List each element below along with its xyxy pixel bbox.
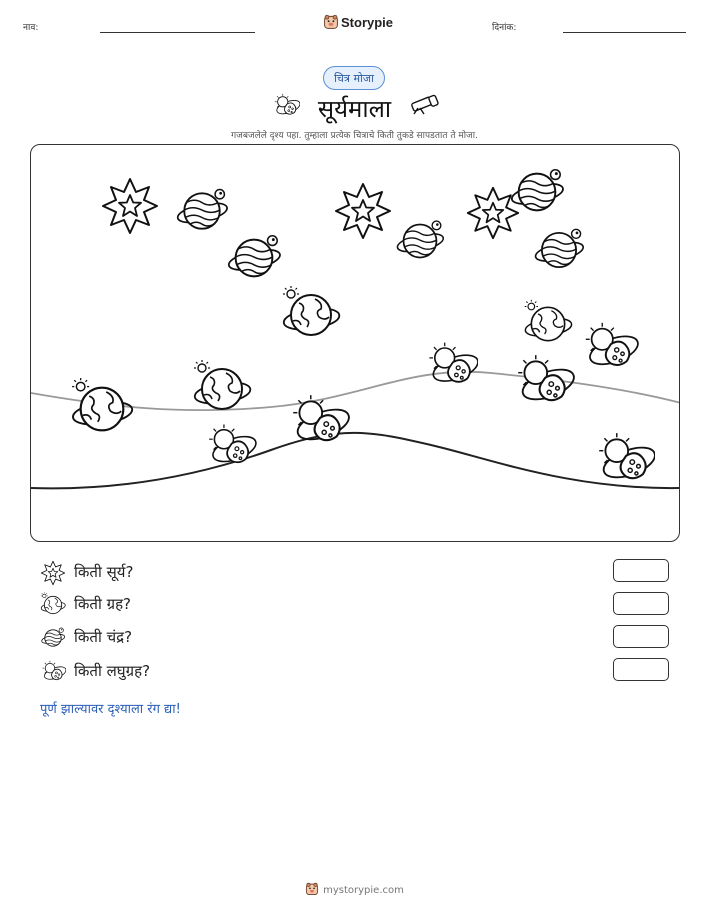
planet-icon <box>396 221 445 257</box>
answer-box-planets[interactable] <box>613 592 669 615</box>
counting-scene <box>30 144 680 542</box>
footer-url[interactable]: mystorypie.com <box>323 885 404 896</box>
footer <box>0 882 709 896</box>
asteroid-icon <box>518 355 578 405</box>
answer-box-moons[interactable] <box>613 625 669 648</box>
star-icon <box>468 188 518 238</box>
category-tag: चित्र मोजा <box>323 66 385 90</box>
asteroid-icon <box>586 323 642 370</box>
question-label: किती चंद्र? <box>74 628 133 646</box>
earth-icon <box>72 378 134 430</box>
question-label: किती ग्रह? <box>74 595 131 613</box>
star-icon <box>103 179 157 233</box>
earth-icon <box>282 286 340 335</box>
question-label: किती लघुग्रह? <box>74 662 151 680</box>
asteroid-icon <box>429 343 481 387</box>
planet-icon <box>40 625 66 651</box>
date-label: दिनांक: <box>492 23 517 33</box>
planet-icon <box>227 236 282 277</box>
planet-icon <box>510 170 565 211</box>
earth-icon <box>193 360 251 409</box>
sun-icon <box>40 560 66 586</box>
earth-icon <box>40 592 66 618</box>
question-label: किती सूर्य? <box>74 563 134 581</box>
name-line[interactable] <box>100 32 255 33</box>
planet-icon <box>534 229 585 267</box>
earth-icon <box>524 300 573 341</box>
name-label: नाव: <box>23 23 39 33</box>
answer-box-suns[interactable] <box>613 559 669 582</box>
asteroid-icon <box>599 433 659 483</box>
star-icon <box>336 184 390 238</box>
scene-canvas <box>31 145 680 542</box>
page-title: सूर्यमाला <box>317 95 392 123</box>
instructions: गजबजलेले दृश्य पहा. तुम्हाला प्रत्येक चित्राचे किती तुकडे सापडतात ते मोजा. <box>231 131 478 141</box>
date-line[interactable] <box>563 32 686 33</box>
asteroid-icon <box>209 424 259 466</box>
answer-box-asteroids[interactable] <box>613 658 669 681</box>
telescope-icon <box>406 94 440 116</box>
planet-icon <box>176 190 229 229</box>
storypie-footer-logo-icon <box>305 882 319 896</box>
brand-name: Storypie <box>341 15 394 30</box>
storypie-logo-icon <box>323 14 339 30</box>
asteroid-icon <box>40 659 66 685</box>
finish-instruction: पूर्ण झाल्यावर दृश्याला रंग द्या! <box>40 702 181 717</box>
